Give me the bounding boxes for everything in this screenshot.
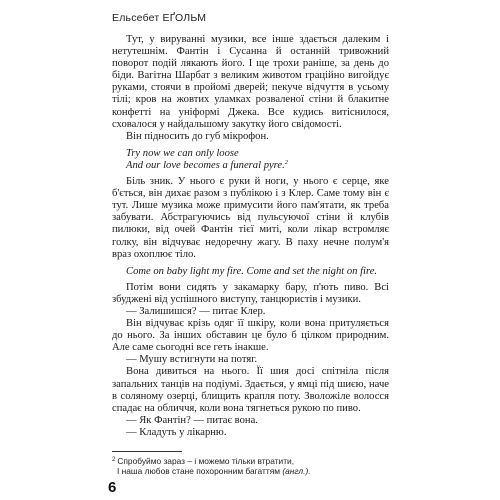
- footnote-text: Спробуймо зараз – і можемо тільки втратити,: [117, 456, 295, 466]
- paragraph: Вона дивиться на нього. Її шия досі спітніла після запальних танців на подіумі. Здається, у ямці під шиєю, наче в соляному озерці, блищить крапля поту. Зволожіле волосся спадає на обличчя, коли вона тягнеться рукою по пиво.: [112, 366, 389, 414]
- paragraph: Тут, у вируванні музики, все інше здається далеким і нетутешнім. Фантін і Сусанна й останній тривожний поворот подій лякають його. І ще трохи раніше, за день до біди. Вагітна Шарбат з великим животом грацiйно вигойдує руками, стоячи в пройомі дверей; пекуче відчуття в усьому тілі; кров на жовтих уламках розваленої стіни й блакитне конфетті на уніформі Джека. Все кудись витіснилося, сховалося у найдальшому закутку його свідомості.: [112, 34, 389, 130]
- verse-line: [112, 160, 389, 172]
- paragraph: Він відчуває крізь одяг її шкіру, коли вона притуляється до нього. За інших обставин це було б цілком природним. Але саме сьогодні все геть інакше.: [112, 318, 389, 354]
- paragraph: Потім вони сидять у закамарку бару, п'ють пиво. Всі збуджені від успішного виступу, танцюристів і музики.: [112, 281, 389, 305]
- footnote-line: [112, 466, 389, 476]
- dialogue-line: — Кладуть у лікарню.: [126, 426, 227, 438]
- song-verse: [112, 266, 389, 278]
- footnote-ref: 2: [284, 158, 289, 166]
- dialogue-line: — Мушу встигнути на потяг.: [126, 354, 258, 366]
- verse-line: Come on baby light my fire. Come and set the night on fire.: [126, 265, 378, 277]
- verse-line-text: And our love becomes a funeral pyre.: [126, 159, 285, 171]
- dialogue-line: — Залишишся? — питає Клер.: [126, 305, 266, 317]
- footnote-divider: [112, 451, 182, 452]
- song-verse: [112, 148, 389, 172]
- body-text: [112, 34, 389, 439]
- verse-line: Try now we can only loose: [126, 147, 239, 159]
- footnote-number: 2: [112, 457, 116, 463]
- dialogue-line: — Як Фантін? — питає вона.: [126, 414, 258, 426]
- footnote: [112, 455, 389, 476]
- running-header: Ельсебет ЕҐОЛЬМ: [112, 12, 207, 24]
- page-number: 6: [108, 479, 117, 496]
- paragraph: Він підносить до губ мікрофон.: [126, 130, 269, 142]
- footnote-line: [112, 455, 389, 466]
- footnote-language-note: (англ.).: [282, 466, 311, 476]
- footnote-text: І наша любов стане похоронним багаттям: [117, 466, 280, 476]
- paragraph: Біль зник. У нього є руки й ноги, у нього є серце, яке б'ється, він дихає разом з публікою і з Клер. Саме тому він є тут. Лише музика може примусити його пам'ятати, як треба забувати. Абстрагуючись від пульсуючої стіни й клубів пилюки, від очей Фантін тієї миті, коли лікар встромляє голку, він відчуває недоречну жагу. В паху нечне полум'я враз охоплює тіло.: [112, 176, 389, 260]
